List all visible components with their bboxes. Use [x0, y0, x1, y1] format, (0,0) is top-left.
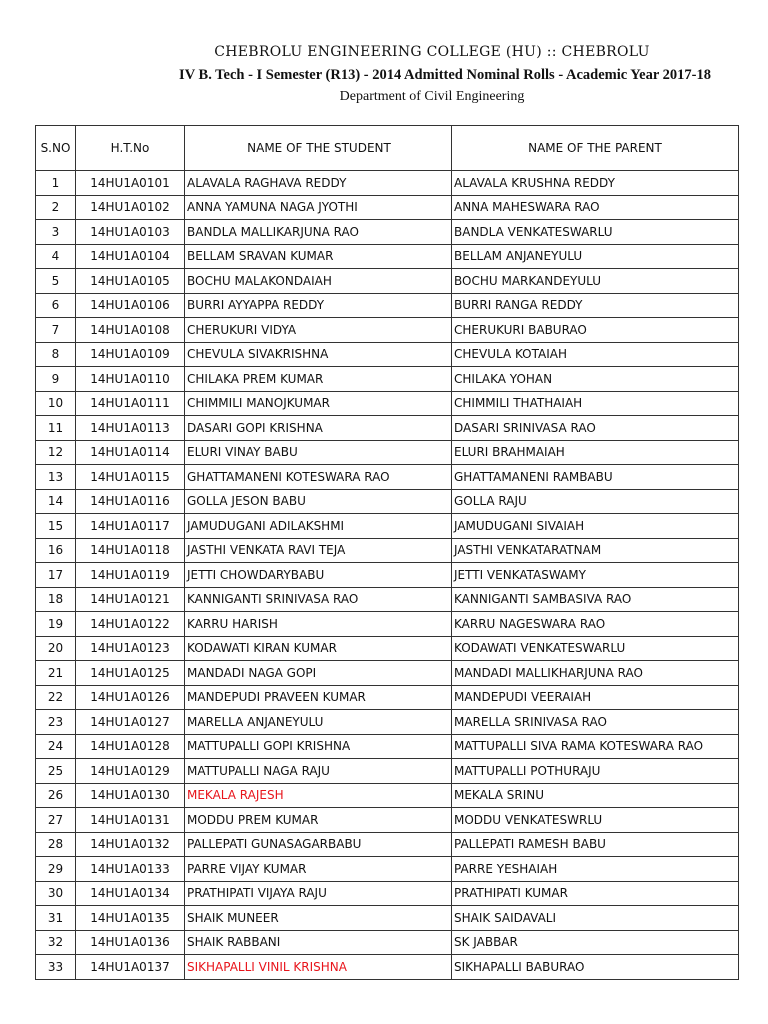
cell-sno: 25 [36, 759, 76, 784]
cell-student-name: SHAIK RABBANI [185, 930, 452, 955]
cell-student-name: GOLLA JESON BABU [185, 489, 452, 514]
table-row [36, 783, 739, 808]
column-header-parent: NAME OF THE PARENT [452, 126, 739, 171]
cell-htno: 14HU1A0137 [76, 955, 185, 980]
table-row [36, 930, 739, 955]
cell-parent-name: SIKHAPALLI BABURAO [452, 955, 739, 980]
cell-htno: 14HU1A0134 [76, 881, 185, 906]
cell-htno: 14HU1A0113 [76, 416, 185, 441]
cell-sno: 27 [36, 808, 76, 833]
table-row [36, 881, 739, 906]
cell-sno: 20 [36, 636, 76, 661]
table-row [36, 367, 739, 392]
cell-htno: 14HU1A0136 [76, 930, 185, 955]
cell-parent-name: BURRI RANGA REDDY [452, 293, 739, 318]
cell-htno: 14HU1A0119 [76, 563, 185, 588]
cell-htno: 14HU1A0105 [76, 269, 185, 294]
cell-parent-name: KARRU NAGESWARA RAO [452, 612, 739, 637]
cell-htno: 14HU1A0104 [76, 244, 185, 269]
table-row [36, 391, 739, 416]
cell-parent-name: ANNA MAHESWARA RAO [452, 195, 739, 220]
table-row [36, 416, 739, 441]
cell-htno: 14HU1A0125 [76, 661, 185, 686]
cell-htno: 14HU1A0108 [76, 318, 185, 343]
cell-parent-name: BOCHU MARKANDEYULU [452, 269, 739, 294]
cell-student-name: MANDADI NAGA GOPI [185, 661, 452, 686]
cell-student-name: MODDU PREM KUMAR [185, 808, 452, 833]
table-row [36, 587, 739, 612]
table-row [36, 685, 739, 710]
cell-parent-name: JETTI VENKATASWAMY [452, 563, 739, 588]
table-row [36, 661, 739, 686]
cell-sno: 18 [36, 587, 76, 612]
cell-parent-name: MARELLA SRINIVASA RAO [452, 710, 739, 735]
cell-htno: 14HU1A0115 [76, 465, 185, 490]
cell-htno: 14HU1A0133 [76, 857, 185, 882]
table-row [36, 465, 739, 490]
cell-sno: 23 [36, 710, 76, 735]
cell-htno: 14HU1A0127 [76, 710, 185, 735]
cell-parent-name: KODAWATI VENKATESWARLU [452, 636, 739, 661]
cell-htno: 14HU1A0114 [76, 440, 185, 465]
cell-parent-name: JAMUDUGANI SIVAIAH [452, 514, 739, 539]
table-row [36, 293, 739, 318]
cell-student-name: ALAVALA RAGHAVA REDDY [185, 171, 452, 196]
cell-sno: 16 [36, 538, 76, 563]
cell-sno: 6 [36, 293, 76, 318]
cell-sno: 28 [36, 832, 76, 857]
cell-sno: 30 [36, 881, 76, 906]
cell-student-name: MANDEPUDI PRAVEEN KUMAR [185, 685, 452, 710]
cell-sno: 22 [36, 685, 76, 710]
table-row [36, 514, 739, 539]
table-row [36, 440, 739, 465]
cell-htno: 14HU1A0118 [76, 538, 185, 563]
cell-htno: 14HU1A0126 [76, 685, 185, 710]
cell-parent-name: BANDLA VENKATESWARLU [452, 220, 739, 245]
cell-parent-name: ALAVALA KRUSHNA REDDY [452, 171, 739, 196]
cell-sno: 10 [36, 391, 76, 416]
cell-sno: 11 [36, 416, 76, 441]
cell-sno: 2 [36, 195, 76, 220]
cell-sno: 1 [36, 171, 76, 196]
cell-htno: 14HU1A0101 [76, 171, 185, 196]
table-row [36, 808, 739, 833]
cell-sno: 8 [36, 342, 76, 367]
cell-parent-name: ELURI BRAHMAIAH [452, 440, 739, 465]
cell-sno: 33 [36, 955, 76, 980]
cell-student-name: GHATTAMANENI KOTESWARA RAO [185, 465, 452, 490]
cell-htno: 14HU1A0128 [76, 734, 185, 759]
cell-student-name: PARRE VIJAY KUMAR [185, 857, 452, 882]
cell-parent-name: CHEVULA KOTAIAH [452, 342, 739, 367]
cell-parent-name: MANDADI MALLIKHARJUNA RAO [452, 661, 739, 686]
cell-sno: 7 [36, 318, 76, 343]
cell-htno: 14HU1A0117 [76, 514, 185, 539]
cell-parent-name: PRATHIPATI KUMAR [452, 881, 739, 906]
cell-student-name: DASARI GOPI KRISHNA [185, 416, 452, 441]
cell-htno: 14HU1A0109 [76, 342, 185, 367]
cell-student-name: SIKHAPALLI VINIL KRISHNA [185, 955, 452, 980]
cell-htno: 14HU1A0130 [76, 783, 185, 808]
header-row [36, 126, 739, 171]
cell-parent-name: DASARI SRINIVASA RAO [452, 416, 739, 441]
cell-htno: 14HU1A0123 [76, 636, 185, 661]
cell-student-name: JETTI CHOWDARYBABU [185, 563, 452, 588]
cell-student-name: KANNIGANTI SRINIVASA RAO [185, 587, 452, 612]
table-row [36, 269, 739, 294]
cell-sno: 26 [36, 783, 76, 808]
cell-sno: 3 [36, 220, 76, 245]
cell-parent-name: KANNIGANTI SAMBASIVA RAO [452, 587, 739, 612]
cell-parent-name: MODDU VENKATESWRLU [452, 808, 739, 833]
table-header [36, 126, 739, 171]
cell-student-name: JAMUDUGANI ADILAKSHMI [185, 514, 452, 539]
cell-htno: 14HU1A0103 [76, 220, 185, 245]
cell-student-name: MATTUPALLI GOPI KRISHNA [185, 734, 452, 759]
cell-parent-name: PALLEPATI RAMESH BABU [452, 832, 739, 857]
cell-htno: 14HU1A0121 [76, 587, 185, 612]
table-row [36, 171, 739, 196]
cell-parent-name: CHILAKA YOHAN [452, 367, 739, 392]
cell-htno: 14HU1A0106 [76, 293, 185, 318]
department-name: Department of Civil Engineering [339, 89, 525, 104]
cell-sno: 5 [36, 269, 76, 294]
table-row [36, 857, 739, 882]
cell-student-name: MEKALA RAJESH [185, 783, 452, 808]
cell-parent-name: PARRE YESHAIAH [452, 857, 739, 882]
cell-student-name: BURRI AYYAPPA REDDY [185, 293, 452, 318]
cell-htno: 14HU1A0116 [76, 489, 185, 514]
cell-parent-name: GHATTAMANENI RAMBABU [452, 465, 739, 490]
column-header-sno: S.NO [36, 126, 76, 171]
cell-student-name: BELLAM SRAVAN KUMAR [185, 244, 452, 269]
column-header-htno: H.T.No [76, 126, 185, 171]
cell-htno: 14HU1A0110 [76, 367, 185, 392]
cell-sno: 19 [36, 612, 76, 637]
table-row [36, 734, 739, 759]
cell-parent-name: CHERUKURI BABURAO [452, 318, 739, 343]
cell-sno: 12 [36, 440, 76, 465]
table-row [36, 832, 739, 857]
cell-sno: 13 [36, 465, 76, 490]
cell-student-name: ANNA YAMUNA NAGA JYOTHI [185, 195, 452, 220]
cell-student-name: PRATHIPATI VIJAYA RAJU [185, 881, 452, 906]
table-row [36, 636, 739, 661]
cell-parent-name: SK JABBAR [452, 930, 739, 955]
cell-htno: 14HU1A0111 [76, 391, 185, 416]
cell-htno: 14HU1A0135 [76, 906, 185, 931]
document-subtitle: IV B. Tech - I Semester (R13) - 2014 Admitted Nominal Rolls - Academic Year 2017-18 [179, 67, 711, 83]
cell-student-name: CHIMMILI MANOJKUMAR [185, 391, 452, 416]
cell-student-name: ELURI VINAY BABU [185, 440, 452, 465]
cell-student-name: JASTHI VENKATA RAVI TEJA [185, 538, 452, 563]
cell-htno: 14HU1A0129 [76, 759, 185, 784]
table-row [36, 318, 739, 343]
table-row [36, 538, 739, 563]
cell-sno: 9 [36, 367, 76, 392]
cell-sno: 17 [36, 563, 76, 588]
table-row [36, 563, 739, 588]
cell-student-name: BOCHU MALAKONDAIAH [185, 269, 452, 294]
table-row [36, 759, 739, 784]
cell-htno: 14HU1A0122 [76, 612, 185, 637]
table-row [36, 710, 739, 735]
cell-parent-name: GOLLA RAJU [452, 489, 739, 514]
cell-parent-name: CHIMMILI THATHAIAH [452, 391, 739, 416]
cell-parent-name: MATTUPALLI SIVA RAMA KOTESWARA RAO [452, 734, 739, 759]
cell-student-name: KODAWATI KIRAN KUMAR [185, 636, 452, 661]
cell-sno: 31 [36, 906, 76, 931]
cell-parent-name: MEKALA SRINU [452, 783, 739, 808]
table-row [36, 612, 739, 637]
cell-parent-name: MANDEPUDI VEERAIAH [452, 685, 739, 710]
table-row [36, 342, 739, 367]
cell-sno: 15 [36, 514, 76, 539]
cell-htno: 14HU1A0102 [76, 195, 185, 220]
cell-student-name: PALLEPATI GUNASAGARBABU [185, 832, 452, 857]
cell-student-name: SHAIK MUNEER [185, 906, 452, 931]
cell-student-name: CHILAKA PREM KUMAR [185, 367, 452, 392]
cell-parent-name: BELLAM ANJANEYULU [452, 244, 739, 269]
cell-parent-name: JASTHI VENKATARATNAM [452, 538, 739, 563]
cell-htno: 14HU1A0131 [76, 808, 185, 833]
table-row [36, 906, 739, 931]
table-row [36, 195, 739, 220]
cell-parent-name: MATTUPALLI POTHURAJU [452, 759, 739, 784]
cell-sno: 21 [36, 661, 76, 686]
table-row [36, 244, 739, 269]
cell-htno: 14HU1A0132 [76, 832, 185, 857]
cell-sno: 4 [36, 244, 76, 269]
cell-parent-name: SHAIK SAIDAVALI [452, 906, 739, 931]
cell-student-name: KARRU HARISH [185, 612, 452, 637]
cell-student-name: BANDLA MALLIKARJUNA RAO [185, 220, 452, 245]
cell-sno: 24 [36, 734, 76, 759]
table-row [36, 955, 739, 980]
cell-student-name: CHEVULA SIVAKRISHNA [185, 342, 452, 367]
college-name: CHEBROLU ENGINEERING COLLEGE (HU) :: CHEBROLU [214, 44, 650, 60]
column-header-student: NAME OF THE STUDENT [185, 126, 452, 171]
cell-student-name: MARELLA ANJANEYULU [185, 710, 452, 735]
table-body [36, 171, 739, 980]
table-row [36, 220, 739, 245]
cell-student-name: MATTUPALLI NAGA RAJU [185, 759, 452, 784]
cell-sno: 29 [36, 857, 76, 882]
nominal-roll-table [35, 125, 739, 980]
cell-sno: 32 [36, 930, 76, 955]
cell-student-name: CHERUKURI VIDYA [185, 318, 452, 343]
table-row [36, 489, 739, 514]
cell-sno: 14 [36, 489, 76, 514]
